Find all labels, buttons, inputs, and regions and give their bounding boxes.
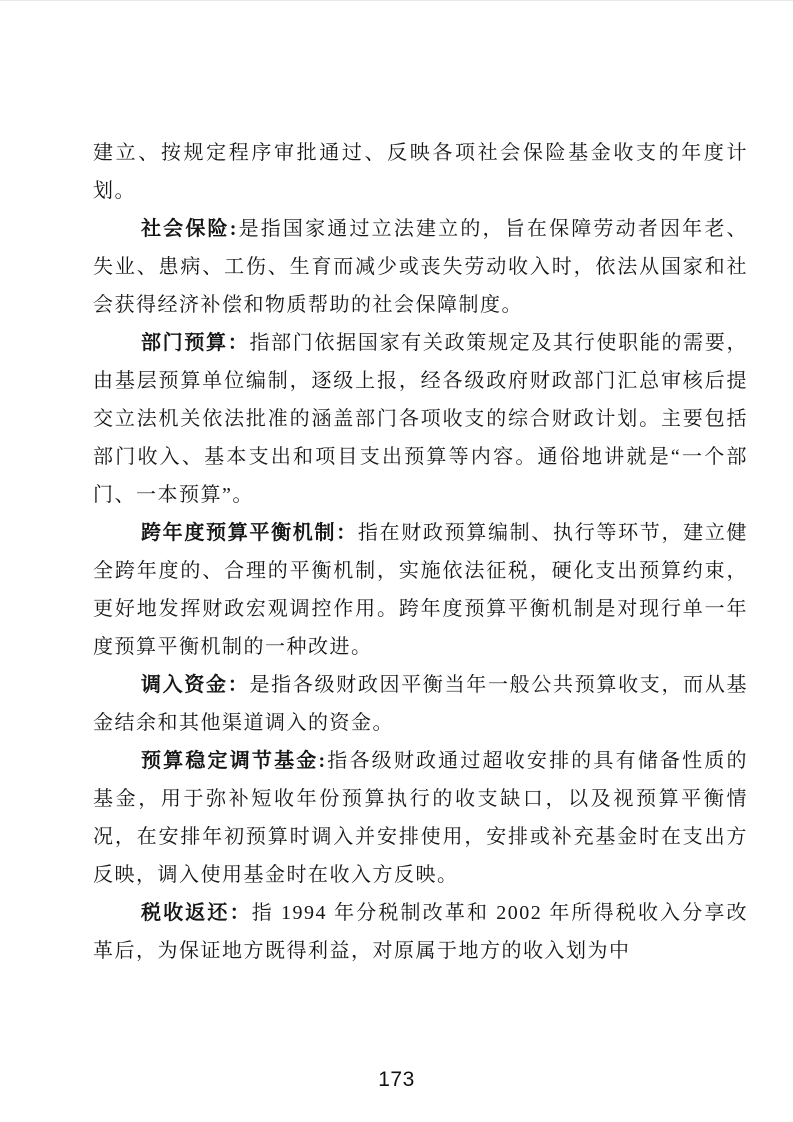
term-label: 调入资金 xyxy=(141,674,228,696)
term-colon: ： xyxy=(227,332,250,354)
paragraph-body: 建立、按规定程序审批通过、反映各项社会保险基金收支的年度计划。 xyxy=(93,142,748,202)
paragraph-transferred-funds xyxy=(93,666,748,742)
scan-edge-line xyxy=(0,0,793,1)
paragraph-body: 指 1994 年分税制改革和 2002 年所得税收入分享改革后，为保证地方既得利益，对原属于地方的收入划为中 xyxy=(93,902,749,962)
text-block xyxy=(93,134,748,970)
paragraph-body: 指在财政预算编制、执行等环节，建立健全跨年度的、合理的平衡机制，实施依法征税，硬化支出预算约束，更好地发挥财政宏观调控作用。跨年度预算平衡机制是对现行单一年度预算平衡机制的一种改进。 xyxy=(93,522,749,658)
paragraph-tax-rebate xyxy=(93,894,748,970)
term-label: 跨年度预算平衡机制 xyxy=(141,522,337,544)
page-number: 173 xyxy=(378,1068,415,1091)
term-colon: ： xyxy=(227,674,250,696)
paragraph-body: 指各级财政通过超收安排的具有储备性质的基金，用于弥补短收年份预算执行的收支缺口，以及视预算平衡情况，在安排年初预算时调入并安排使用，安排或补充基金时在支出方反映，调入使用基金时在收入方反映。 xyxy=(93,750,749,886)
paragraph-department-budget xyxy=(93,324,748,514)
term-label: 税收返还 xyxy=(141,902,230,924)
paragraph-budget-stabilization-fund xyxy=(93,742,748,894)
term-label: 部门预算 xyxy=(141,332,228,354)
term-colon: : xyxy=(229,218,238,240)
term-label: 社会保险 xyxy=(141,218,230,240)
paragraph-body: 是指国家通过立法建立的，旨在保障劳动者因年老、失业、患病、工伤、生育而减少或丧失劳动收入时，依法从国家和社会获得经济补偿和物质帮助的社会保障制度。 xyxy=(93,218,749,316)
paragraph-body: 是指各级财政因平衡当年一般公共预算收支，而从基金结余和其他渠道调入的资金。 xyxy=(93,674,749,734)
term-label: 预算稳定调节基金 xyxy=(141,750,319,772)
term-colon: ： xyxy=(229,902,252,924)
paragraph-cross-year-budget-balance xyxy=(93,514,748,666)
paragraph-social-insurance xyxy=(93,210,748,324)
term-colon: : xyxy=(318,750,327,772)
paragraph-annual-plan-continuation xyxy=(93,134,748,210)
term-colon: ： xyxy=(336,522,358,544)
paragraph-body: 指部门依据国家有关政策规定及其行使职能的需要，由基层预算单位编制，逐级上报，经各级政府财政部门汇总审核后提交立法机关依法批准的涵盖部门各项收支的综合财政计划。主要包括部门收入、基本支出和项目支出预算等内容。通俗地讲就是“一个部门、一本预算”。 xyxy=(93,332,749,506)
